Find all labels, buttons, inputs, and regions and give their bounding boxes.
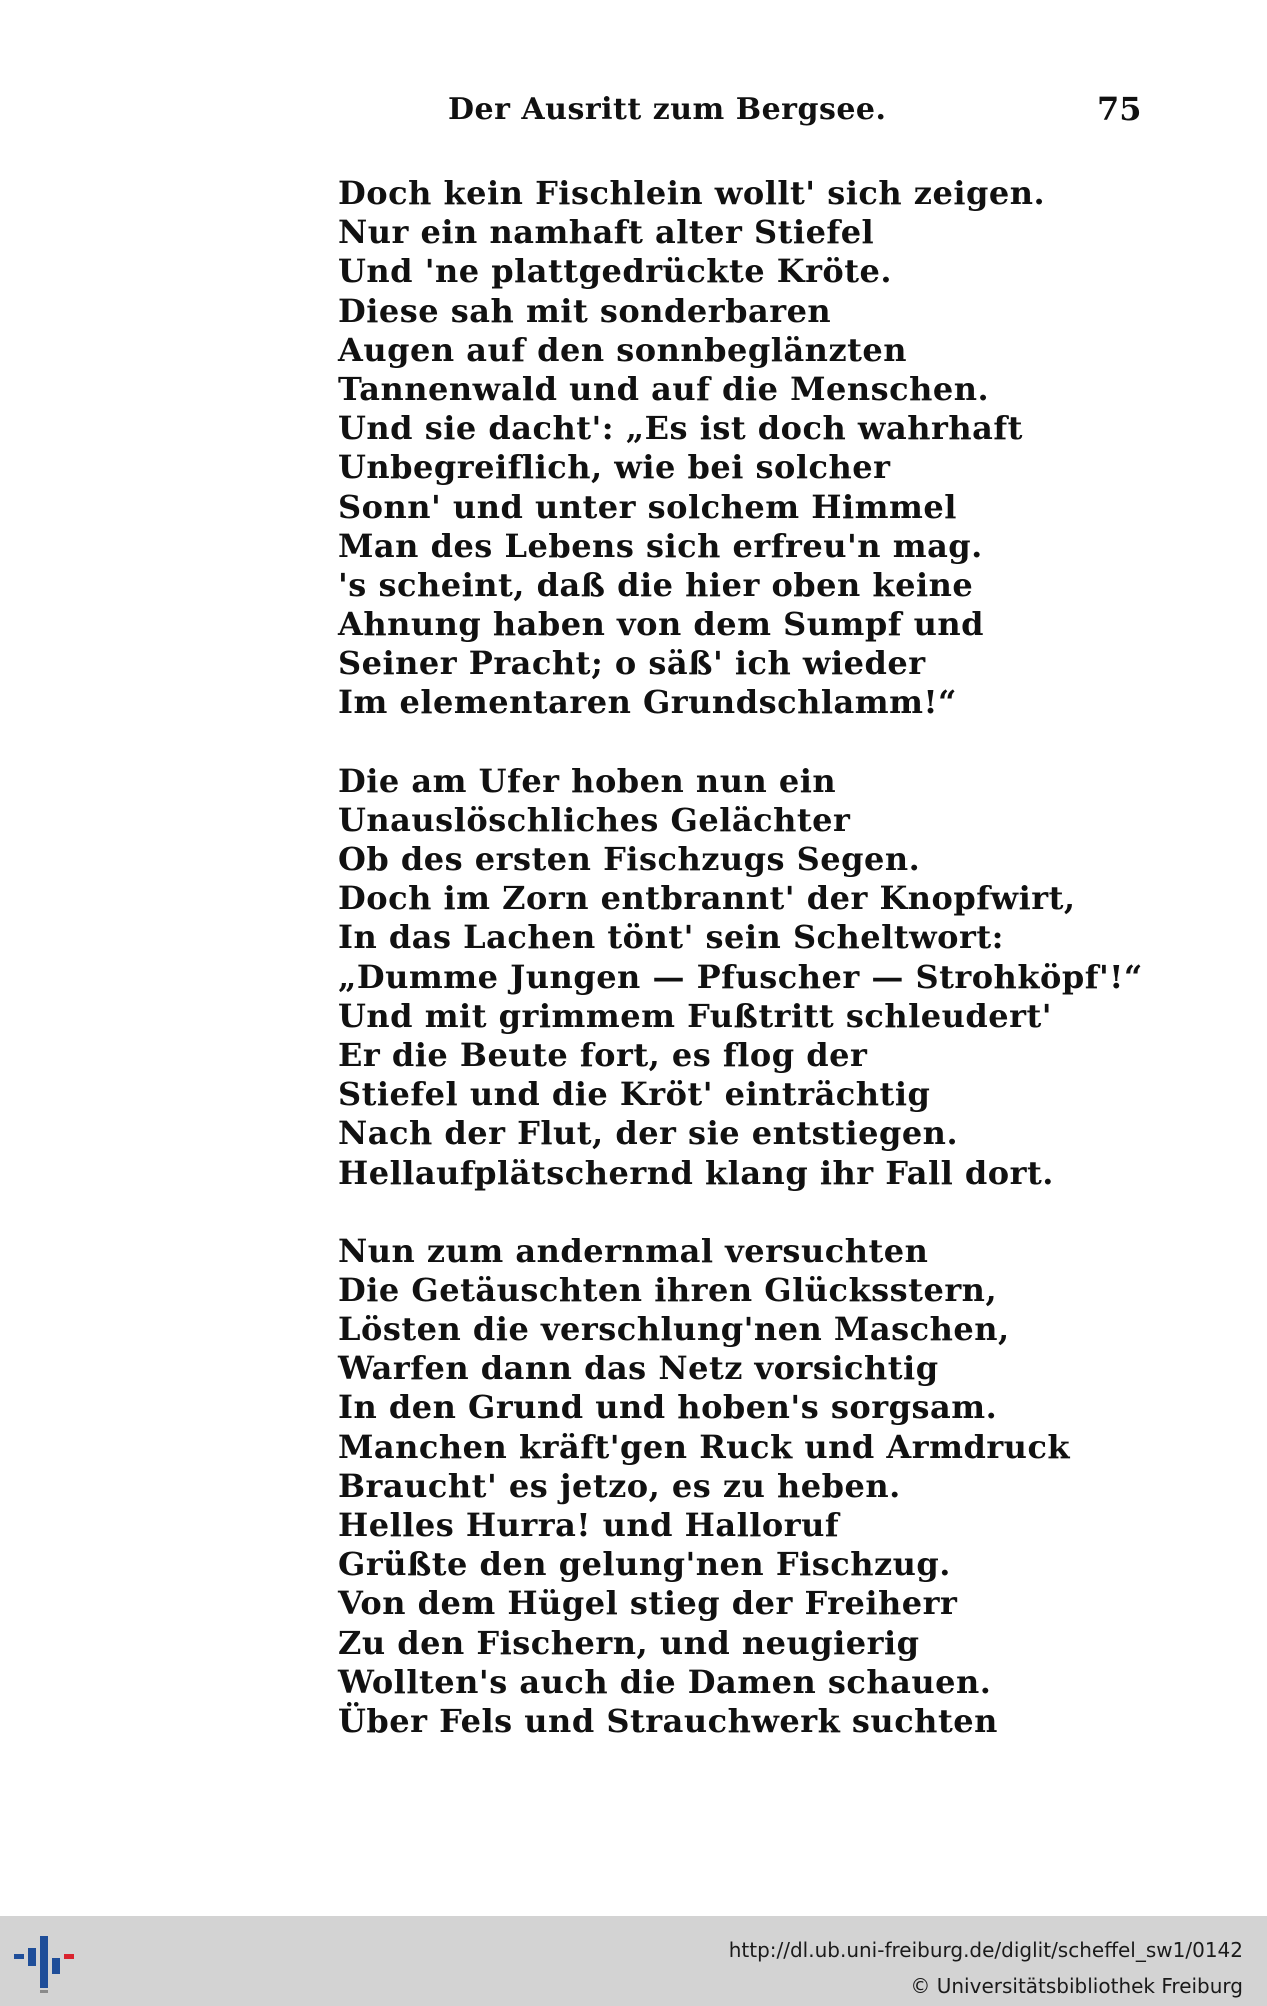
poem-line: 's scheint, daß die hier oben keine bbox=[338, 565, 974, 604]
poem-line: Hellaufplätschernd klang ihr Fall dort. bbox=[338, 1153, 1054, 1192]
poem-line: Nur ein namhaft alter Stiefel bbox=[338, 213, 875, 252]
copyright-notice: © Universitätsbibliothek Freiburg bbox=[910, 1974, 1243, 1998]
poem-line: Man des Lebens sich erfreu'n mag. bbox=[338, 526, 983, 565]
stanza-1 bbox=[338, 174, 1138, 723]
poem-line: Ahnung haben von dem Sumpf und bbox=[338, 605, 985, 644]
poem-line: Diese sah mit sonderbaren bbox=[338, 291, 832, 330]
stanza-2 bbox=[338, 761, 1143, 1193]
poem-line: Nun zum andernmal versuchten bbox=[338, 1231, 929, 1270]
footer-bar bbox=[0, 1916, 1267, 2006]
poem-line: Ob des ersten Fischzugs Segen. bbox=[338, 840, 921, 878]
poem-line: Er die Beute fort, es flog der bbox=[338, 1035, 868, 1074]
poem-line: Grüßte den gelung'nen Fischzug. bbox=[338, 1545, 951, 1584]
poem-line: Von dem Hügel stieg der Freiherr bbox=[338, 1584, 958, 1623]
poem-line: Zu den Fischern, und neugierig bbox=[338, 1623, 920, 1662]
library-logo-icon bbox=[14, 1930, 80, 1994]
poem-line: Und 'ne plattgedrückte Kröte. bbox=[338, 252, 893, 291]
stanza-3 bbox=[338, 1232, 1138, 1741]
poem-line: Doch im Zorn entbrannt' der Knopfwirt, bbox=[338, 879, 1076, 918]
permalink-url[interactable]: http://dl.ub.uni-freiburg.de/diglit/scheffel_sw1/0142 bbox=[728, 1938, 1243, 1962]
poem-line: „Dumme Jungen — Pfuscher — Strohköpf'!“ bbox=[338, 957, 1143, 996]
page-header bbox=[0, 92, 1267, 142]
poem-text bbox=[338, 174, 1143, 1780]
poem-line: Tannenwald und auf die Menschen. bbox=[338, 369, 990, 408]
poem-line: Lösten die verschlung'nen Maschen, bbox=[338, 1310, 1010, 1349]
poem-line: Helles Hurra! und Halloruf bbox=[338, 1506, 840, 1544]
poem-line: Warfen dann das Netz vorsichtig bbox=[338, 1349, 939, 1388]
poem-line: Über Fels und Strauchwerk suchten bbox=[338, 1701, 998, 1740]
running-title: Der Ausritt zum Bergsee. bbox=[448, 92, 887, 127]
poem-line: Stiefel und die Kröt' einträchtig bbox=[338, 1075, 931, 1114]
poem-line: Unauslöschliches Gelächter bbox=[338, 800, 851, 839]
poem-line: In den Grund und hoben's sorgsam. bbox=[338, 1388, 998, 1427]
poem-line: Manchen kräft'gen Ruck und Armdruck bbox=[338, 1427, 1071, 1466]
poem-line: Im elementaren Grundschlamm!“ bbox=[338, 683, 957, 722]
poem-line: Und mit grimmem Fußtritt schleudert' bbox=[338, 996, 1053, 1035]
poem-line: Und sie dacht': „Es ist doch wahrhaft bbox=[338, 409, 1023, 448]
page-number: 75 bbox=[1097, 90, 1142, 128]
poem-line: Augen auf den sonnbeglänzten bbox=[338, 330, 908, 369]
poem-line: Doch kein Fischlein wollt' sich zeigen. bbox=[338, 174, 1046, 212]
poem-line: Wollten's auch die Damen schauen. bbox=[338, 1662, 992, 1701]
poem-line: Nach der Flut, der sie entstiegen. bbox=[338, 1114, 959, 1153]
poem-line: In das Lachen tönt' sein Scheltwort: bbox=[338, 918, 1004, 957]
poem-line: Braucht' es jetzo, es zu heben. bbox=[338, 1466, 901, 1505]
poem-line: Seiner Pracht; o säß' ich wieder bbox=[338, 644, 926, 683]
poem-line: Unbegreiflich, wie bei solcher bbox=[338, 448, 891, 487]
poem-line: Die Getäuschten ihren Glücksstern, bbox=[338, 1270, 998, 1309]
poem-line: Die am Ufer hoben nun ein bbox=[338, 761, 837, 800]
poem-line: Sonn' und unter solchem Himmel bbox=[338, 487, 957, 526]
